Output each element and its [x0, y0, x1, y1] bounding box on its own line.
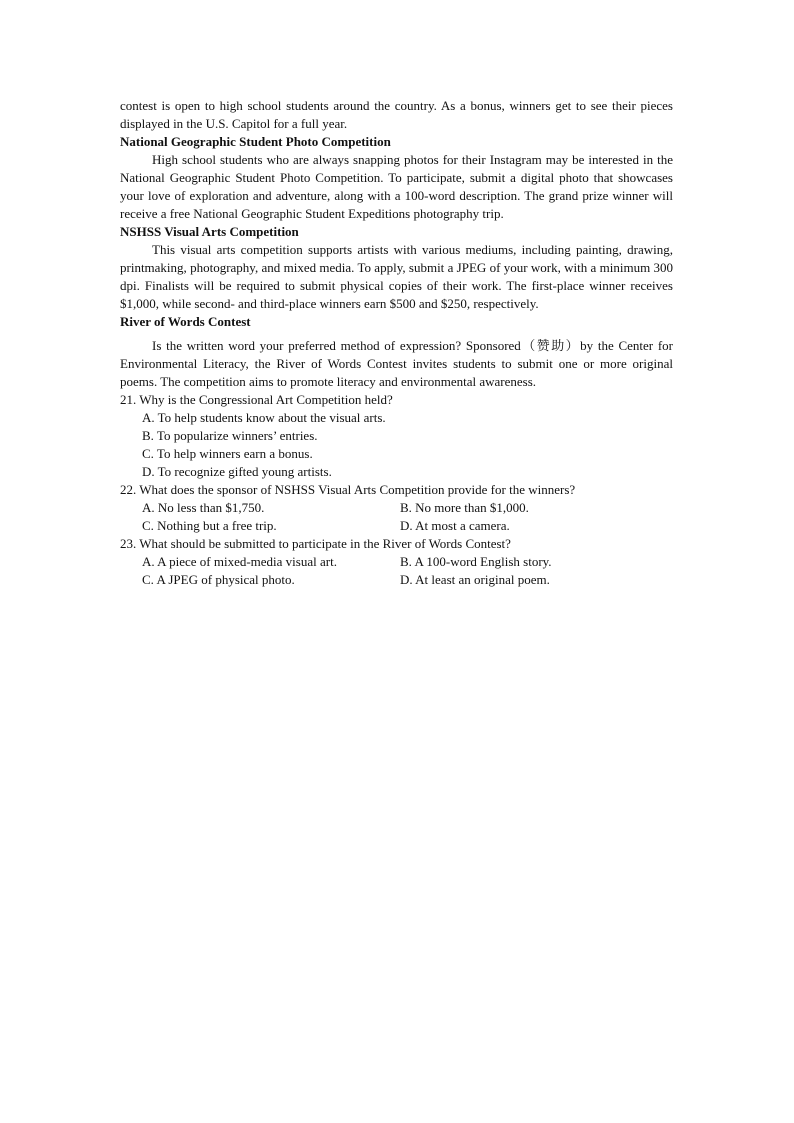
option-d: D. At most a camera. [400, 518, 510, 533]
option-c: C. A JPEG of physical photo. [142, 572, 295, 587]
option-d: D. To recognize gifted young artists. [142, 464, 332, 479]
intro-paragraph: contest is open to high school students around the country. As a bonus, winners get to see their pieces displayed in the U.S. Capitol for a full year. [120, 98, 673, 131]
section-paragraph-river-of-words: Is the written word your preferred method of expression? Sponsored（赞助）by the Center for Environmental Literacy, the River of Words Contest invites students to submit one or more original poems. The competition aims to promote literacy and environmental awareness. [120, 338, 673, 389]
option-a: A. To help students know about the visual arts. [142, 410, 386, 425]
question-23 [120, 535, 673, 589]
option-c: C. Nothing but a free trip. [142, 518, 277, 533]
question-22 [120, 481, 673, 535]
question-stem: 22. What does the sponsor of NSHSS Visual Arts Competition provide for the winners? [120, 482, 576, 497]
question-options [120, 499, 673, 535]
question-21 [120, 391, 673, 481]
section-paragraph-natgeo: High school students who are always snapping photos for their Instagram may be interested in the National Geographic Student Photo Competition. To participate, submit a digital photo that showcases your love of exploration and adventure, along with a 100-word description. The grand prize winner will receive a free National Geographic Student Expeditions photography trip. [120, 152, 673, 221]
option-b: B. To popularize winners’ entries. [142, 428, 318, 443]
question-options [120, 553, 673, 589]
question-stem: 21. Why is the Congressional Art Competition held? [120, 392, 393, 407]
option-b: B. No more than $1,000. [400, 500, 529, 515]
question-stem: 23. What should be submitted to participate in the River of Words Contest? [120, 536, 511, 551]
section-heading-natgeo: National Geographic Student Photo Competition [120, 134, 391, 149]
section-paragraph-nshss: This visual arts competition supports artists with various mediums, including painting, drawing, printmaking, photography, and mixed media. To apply, submit a JPEG of your work, with a minimum 300 dpi. Finalists will be required to submit physical copies of their work. The first-place winner receives $1,000, while second- and third-place winners earn $500 and $250, respectively. [120, 242, 673, 311]
option-c: C. To help winners earn a bonus. [142, 446, 313, 461]
option-b: B. A 100-word English story. [400, 554, 552, 569]
question-options [120, 409, 673, 481]
section-heading-river-of-words: River of Words Contest [120, 314, 251, 329]
option-a: A. A piece of mixed-media visual art. [142, 554, 337, 569]
document-content [120, 97, 673, 589]
option-a: A. No less than $1,750. [142, 500, 265, 515]
option-d: D. At least an original poem. [400, 572, 550, 587]
section-heading-nshss: NSHSS Visual Arts Competition [120, 224, 299, 239]
